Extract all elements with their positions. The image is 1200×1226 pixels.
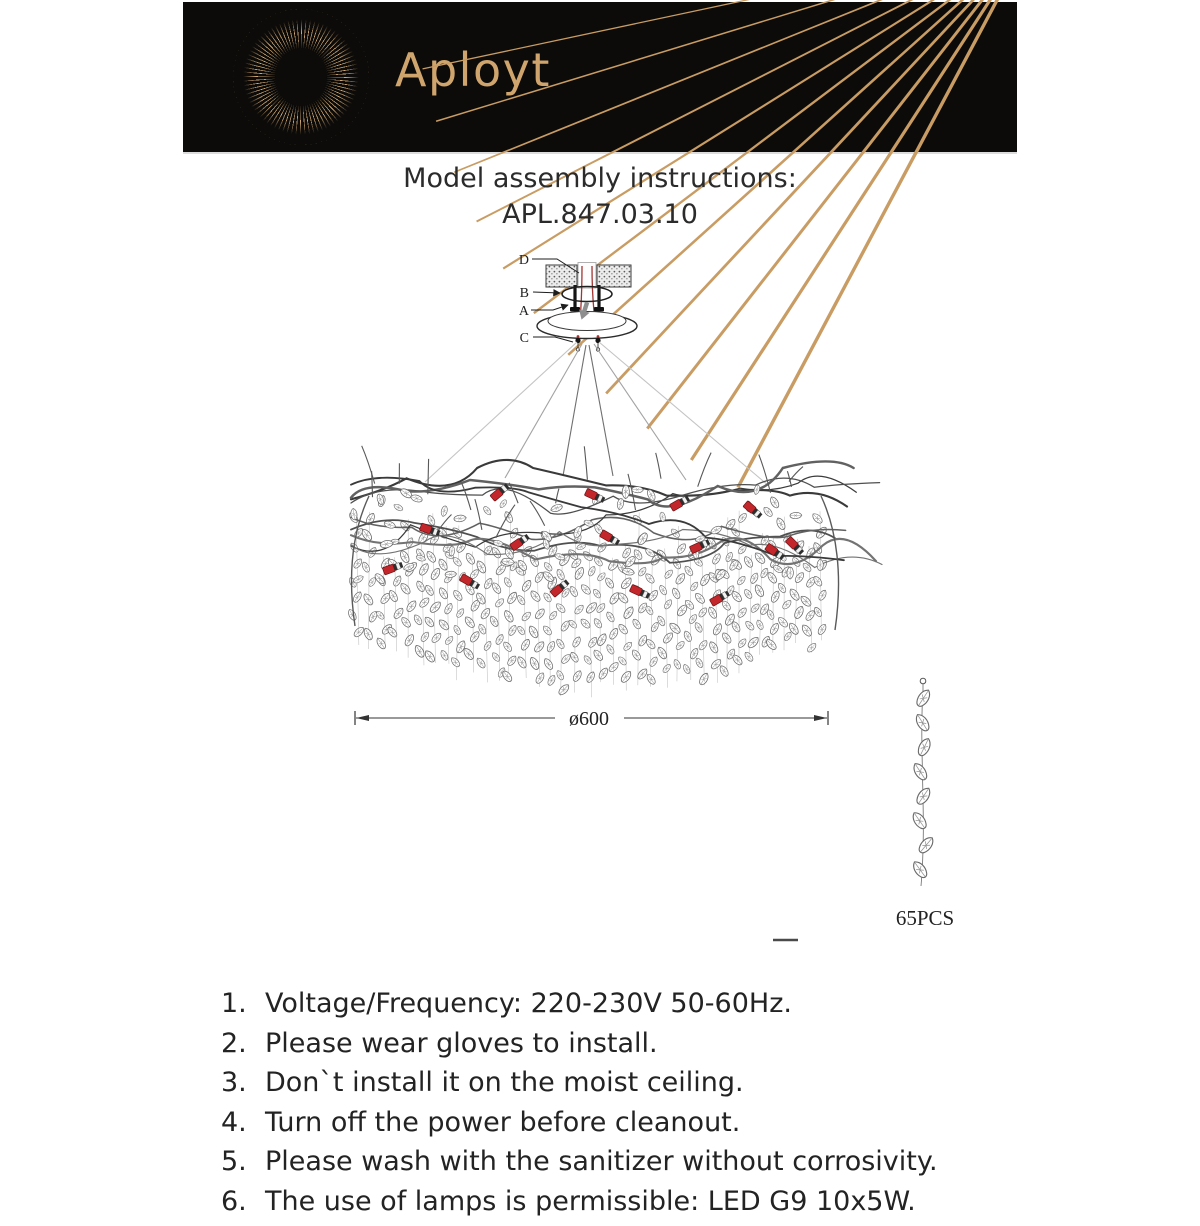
instruction-text: The use of lamps is permissible: LED G9 10x5W. [265, 1186, 1021, 1217]
dimension-label: ø600 [569, 708, 609, 730]
dimension-line [355, 708, 828, 730]
instructions-list [221, 988, 1021, 1226]
instruction-item [221, 1107, 1021, 1138]
wire-end [597, 335, 600, 338]
mount-label-b: B [520, 286, 529, 301]
mounting-box [578, 263, 596, 289]
assembly-title: Model assembly instructions: [183, 161, 1017, 197]
instruction-item [221, 1067, 1021, 1098]
brand-name: Aployt [395, 47, 551, 93]
suspension-wires [425, 342, 769, 486]
mount-label-d: D [519, 253, 529, 268]
instruction-item [221, 1146, 1021, 1177]
model-number: APL.847.03.10 [183, 197, 1017, 233]
mount-label-a: A [519, 304, 530, 319]
instruction-number: 5. [221, 1146, 265, 1177]
leader-a [531, 305, 568, 310]
header-rays-icon [557, 2, 1017, 152]
page-header [183, 2, 1017, 154]
bolt-nut [594, 307, 604, 312]
instruction-item [221, 1186, 1021, 1217]
mounting-plate [562, 287, 612, 302]
ceiling-slab [597, 265, 631, 287]
instruction-item [221, 988, 1021, 1019]
instruction-number: 2. [221, 1028, 265, 1059]
title-block [183, 161, 1017, 233]
instruction-number: 3. [221, 1067, 265, 1098]
brand-sunburst-icon [233, 9, 369, 145]
leader-b [533, 292, 560, 293]
instruction-number: 4. [221, 1107, 265, 1138]
instruction-number: 1. [221, 988, 265, 1019]
bolt [573, 285, 576, 309]
crystal-strand-sample [910, 678, 936, 886]
instruction-number: 6. [221, 1186, 265, 1217]
instruction-text: Don`t install it on the moist ceiling. [265, 1067, 1021, 1098]
instruction-text: Turn off the power before cleanout. [265, 1107, 1021, 1138]
instruction-text: Voltage/Frequency: 220-230V 50-60Hz. [265, 988, 1021, 1019]
ceiling-mount-detail [519, 253, 637, 351]
bolt [597, 285, 600, 309]
wire-end [577, 335, 580, 338]
assembly-diagram [183, 230, 1017, 960]
instruction-text: Please wash with the sanitizer without corrosivity. [265, 1146, 1021, 1177]
instruction-item [221, 1028, 1021, 1059]
mount-label-c: C [520, 331, 529, 346]
strand-count-label: 65PCS [896, 906, 954, 930]
bolt-nut [570, 307, 580, 312]
instruction-text: Please wear gloves to install. [265, 1028, 1021, 1059]
